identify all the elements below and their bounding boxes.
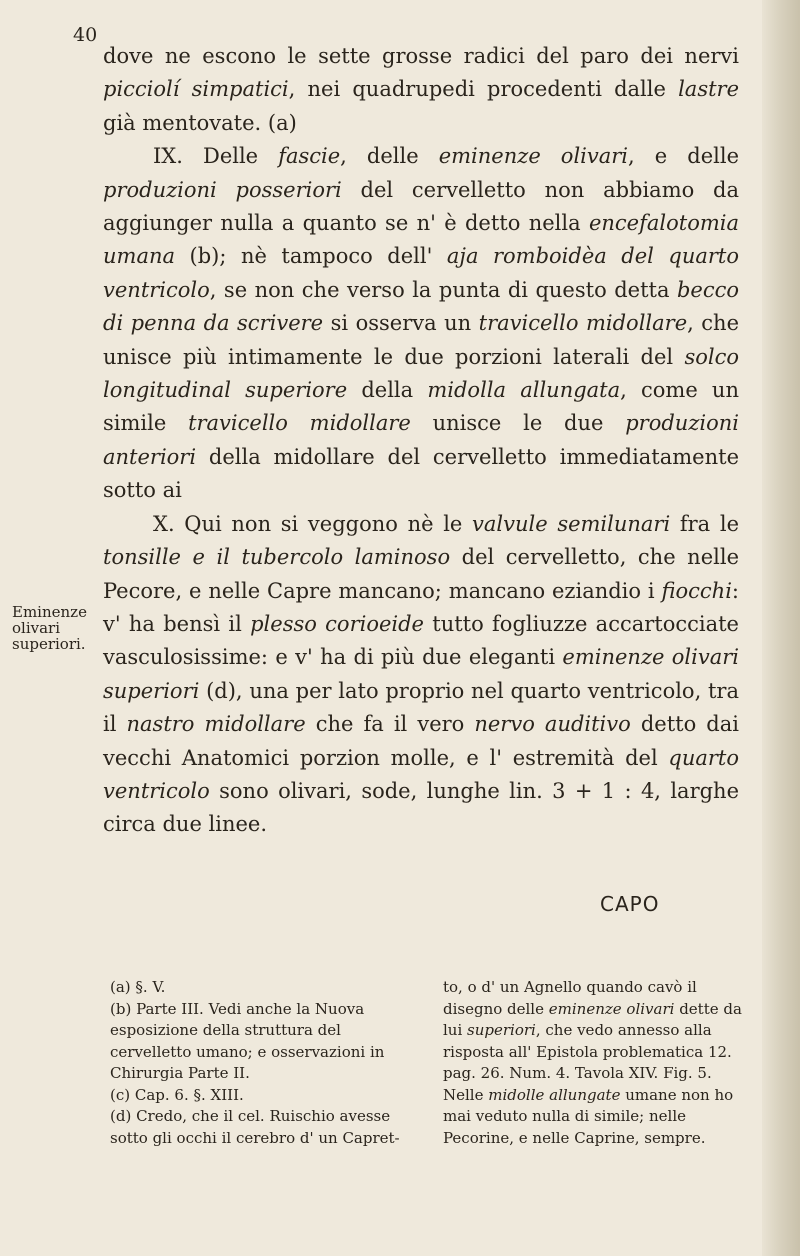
italic-term: eminenze olivari superiori <box>103 645 740 703</box>
italic-term: travicello midollare <box>188 411 411 436</box>
italic-term: fiocchi <box>661 578 732 603</box>
italic-term: tonsille e il tubercolo laminoso <box>103 545 451 570</box>
footnote-d-continued <box>443 977 743 1149</box>
text-run: si osserva un <box>323 311 479 336</box>
text-run: , e delle <box>628 144 739 169</box>
text-run: X. Qui non si veggono nè le <box>153 511 473 536</box>
footnote-b: (b) Parte III. Vedi anche la Nuova esposizione della struttura del cervelletto umano; e osservazioni in Chirurgia Parte II. <box>110 999 385 1082</box>
italic-term: midolla allungata <box>427 378 621 403</box>
text-run: , che unisce più intimamente le due porzioni laterali del <box>103 311 740 369</box>
text-run: (b); nè tampoco dell' <box>175 244 447 269</box>
footnotes-left-column <box>110 977 405 1149</box>
italic-term: produzioni anteriori <box>103 411 739 469</box>
italic-term: produzioni posseriori <box>103 177 342 202</box>
italic-term: picciolí simpatici <box>103 77 289 102</box>
text-run: del cervelletto non abbiamo da aggiunger nulla a quanto se n' è detto nella <box>103 177 740 236</box>
text-run: , come un simile <box>103 378 739 436</box>
text-run: , che vedo annesso alla risposta all' Epistola problematica 12. pag. 26. Num. 4. Tavola XIV. Fig. 5. Nelle <box>443 1021 732 1104</box>
italic-term: aja romboidèa del quarto ventricolo <box>103 244 739 302</box>
text-run: della midollare del cervelletto immediatamente sotto ai <box>103 444 739 503</box>
text-run: dove ne escono le sette grosse radici del paro dei nervi <box>103 44 739 68</box>
footnote-d: (d) Credo, che il cel. Ruischio avesse sotto gli occhi il cerebro d' un Capret- <box>110 1107 400 1147</box>
italic-term: superiori <box>467 1021 536 1039</box>
paragraph-x <box>103 508 739 842</box>
text-run: della <box>347 378 428 403</box>
text-run: , nei quadrupedi procedenti dalle <box>288 77 679 102</box>
footnote-c: (c) Cap. 6. §. XIII. <box>110 1085 244 1104</box>
italic-term: lastre <box>678 77 739 102</box>
text-run: fra le <box>670 511 740 536</box>
paragraph-ix <box>103 140 739 507</box>
text-run: già mentovate. (a) <box>103 110 297 135</box>
paragraph-continuation <box>103 40 739 140</box>
page-number: 40 <box>73 24 98 46</box>
italic-term: eminenze olivari <box>548 999 675 1018</box>
italic-term: fascie <box>278 144 341 169</box>
text-run: che fa il vero <box>305 712 475 737</box>
page-edge-shadow <box>762 0 800 1256</box>
italic-term: travicello midollare <box>478 311 688 336</box>
footnotes-right-column <box>443 977 743 1149</box>
italic-term: midolle allungate <box>488 1085 621 1104</box>
text-run: dette da lui <box>443 999 742 1039</box>
text-run: del cervelletto, che nelle Pecore, e nelle Capre mancano; mancano eziandio i <box>103 545 739 603</box>
text-run: : v' ha bensì il <box>103 578 739 636</box>
footnote-a: (a) §. V. <box>110 978 166 996</box>
italic-term: solco longitudinal superiore <box>103 344 739 403</box>
italic-term: plesso corioeide <box>250 611 424 636</box>
text-run: (d), una per lato proprio nel quarto ventricolo, tra il <box>103 678 739 737</box>
italic-term: encefalotomia umana <box>103 211 739 269</box>
text-run: detto dai vecchi Anatomici porzion molle, e l' estremità del <box>103 712 739 770</box>
text-run: IX. Delle <box>153 144 279 169</box>
text-run: tutto fogliuzze accartocciate vasculosissime: e v' ha di più due eleganti <box>103 611 739 670</box>
text-run: , se non che verso la punta di questo detta <box>209 277 677 302</box>
italic-term: becco di penna da scrivere <box>103 277 739 336</box>
marginal-note: Eminenze olivari superiori. <box>12 603 87 653</box>
italic-term: nastro midollare <box>126 712 306 737</box>
text-run: to, o d' un Agnello quando cavò il disegno delle <box>443 978 697 1018</box>
text-run: unisce le due <box>410 411 626 436</box>
italic-term: valvule semilunari <box>472 511 671 536</box>
italic-term: quarto ventricolo <box>103 745 739 803</box>
text-run: umane non ho mai veduto nulla di simile; nelle Pecorine, e nelle Caprine, sempre. <box>443 1085 734 1147</box>
italic-term: nervo auditivo <box>474 712 631 737</box>
main-text <box>103 40 739 842</box>
italic-term: eminenze olivari <box>438 144 629 169</box>
text-run: , delle <box>340 144 439 169</box>
catchword: CAPO <box>600 892 660 916</box>
text-run: sono olivari, sode, lunghe lin. 3 + 1 : 4, larghe circa due linee. <box>103 778 739 837</box>
